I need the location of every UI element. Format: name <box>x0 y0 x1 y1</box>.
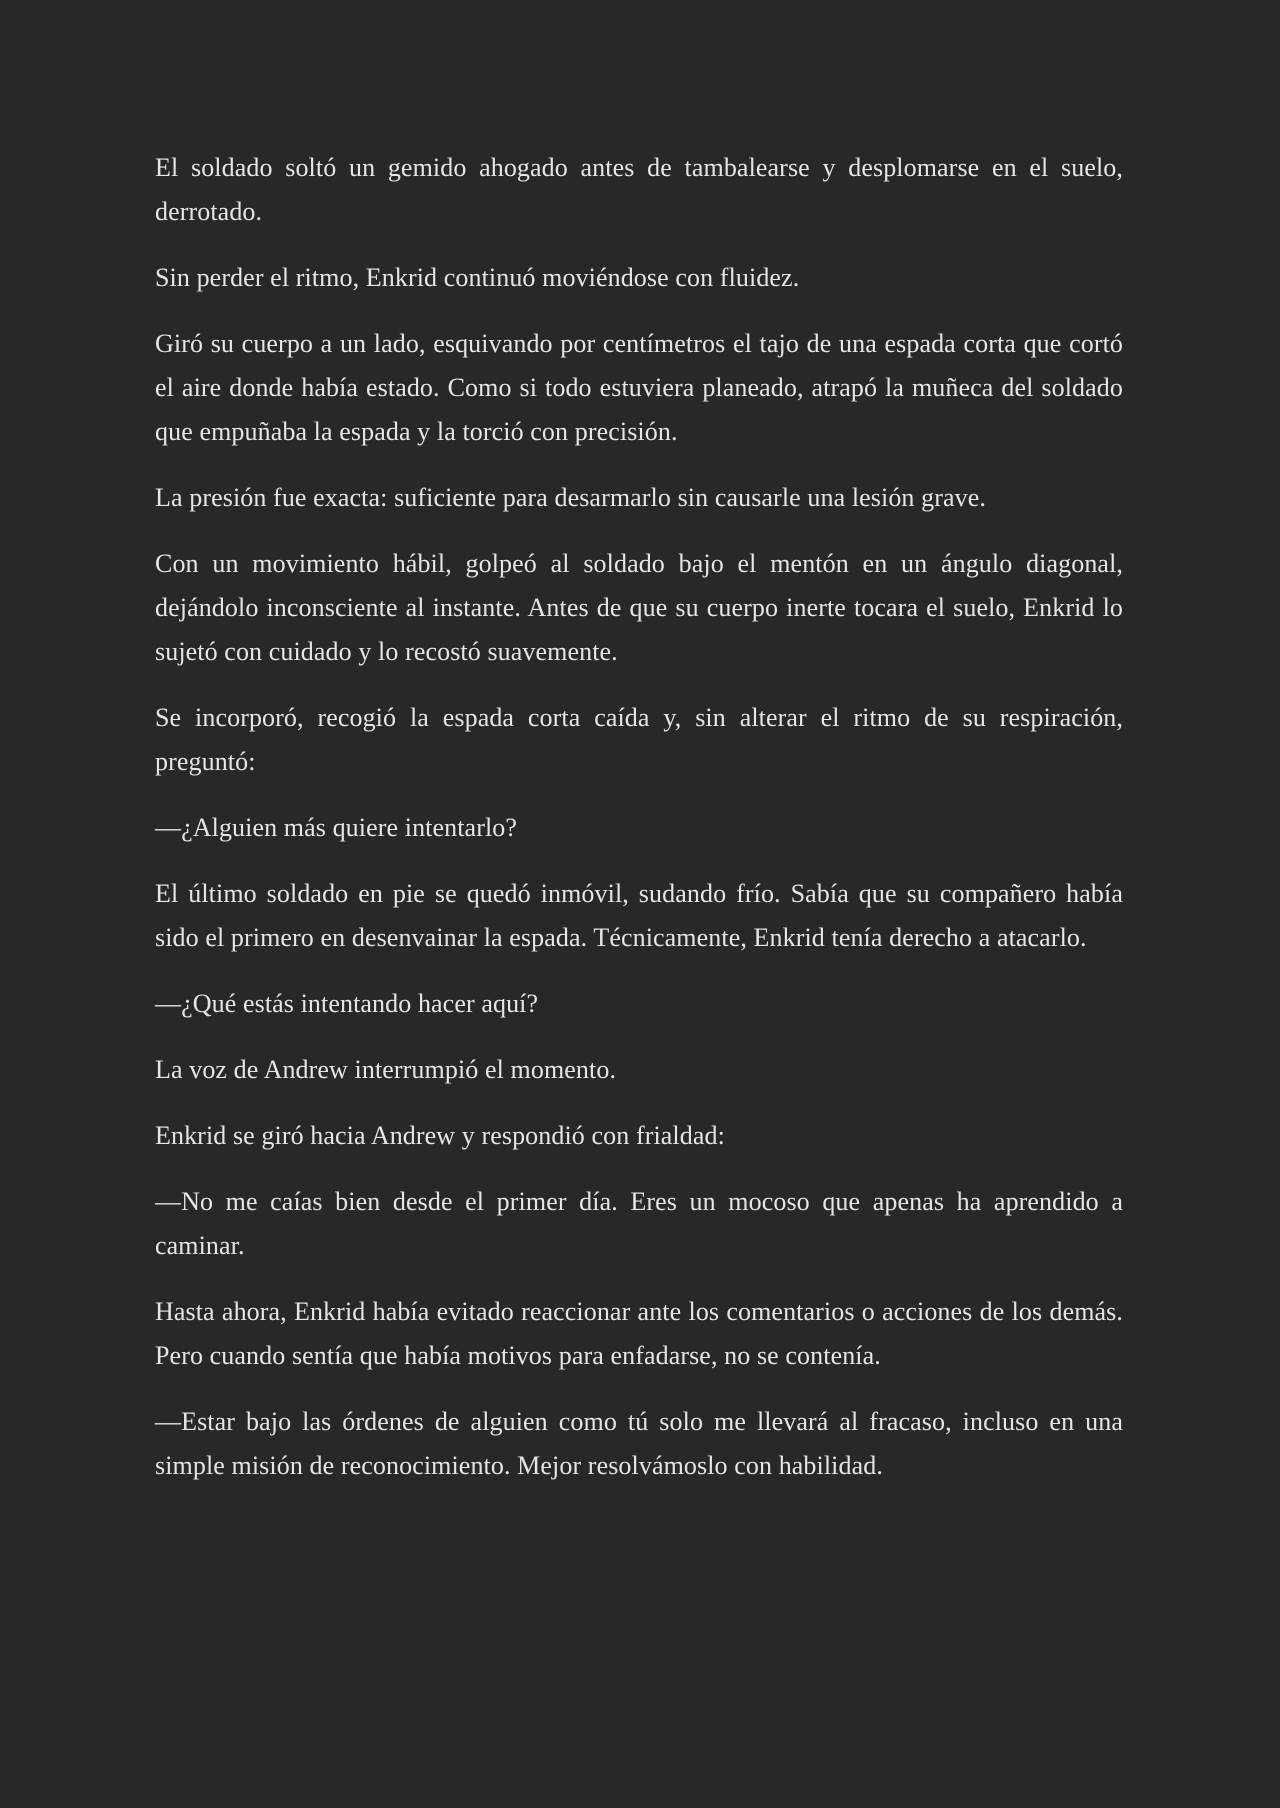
paragraph-1: El soldado soltó un gemido ahogado antes de tambalearse y desplomarse en el suelo, derrotado. <box>155 153 1123 226</box>
paragraph-5: Con un movimiento hábil, golpeó al soldado bajo el mentón en un ángulo diagonal, dejándolo inconsciente al instante. Antes de que su cuerpo inerte tocara el suelo, Enkrid lo sujetó con cuidado y lo recostó suavemente. <box>155 549 1123 666</box>
paragraph-12: —No me caías bien desde el primer día. Eres un mocoso que apenas ha aprendido a caminar. <box>155 1187 1123 1260</box>
paragraph-11: Enkrid se giró hacia Andrew y respondió con frialdad: <box>155 1121 725 1150</box>
paragraph-9: —¿Qué estás intentando hacer aquí? <box>155 989 539 1018</box>
paragraph-6: Se incorporó, recogió la espada corta caída y, sin alterar el ritmo de su respiración, preguntó: <box>155 703 1123 776</box>
paragraph-10: La voz de Andrew interrumpió el momento. <box>155 1055 617 1084</box>
paragraph-2: Sin perder el ritmo, Enkrid continuó moviéndose con fluidez. <box>155 263 800 292</box>
paragraph-7: —¿Alguien más quiere intentarlo? <box>155 813 518 842</box>
paragraph-4: La presión fue exacta: suficiente para desarmarlo sin causarle una lesión grave. <box>155 483 986 512</box>
paragraph-3: Giró su cuerpo a un lado, esquivando por centímetros el tajo de una espada corta que cortó el aire donde había estado. Como si todo estuviera planeado, atrapó la muñeca del soldado que empuñaba la espada y la torció con precisión. <box>155 329 1123 446</box>
paragraph-8: El último soldado en pie se quedó inmóvil, sudando frío. Sabía que su compañero había sido el primero en desenvainar la espada. Técnicamente, Enkrid tenía derecho a atacarlo. <box>155 879 1123 952</box>
paragraph-14: —Estar bajo las órdenes de alguien como tú solo me llevará al fracaso, incluso en una simple misión de reconocimiento. Mejor resolvámoslo con habilidad. <box>155 1407 1123 1480</box>
paragraph-13: Hasta ahora, Enkrid había evitado reaccionar ante los comentarios o acciones de los demás. Pero cuando sentía que había motivos para enfadarse, no se contenía. <box>155 1297 1123 1370</box>
document-body <box>155 146 1123 1488</box>
